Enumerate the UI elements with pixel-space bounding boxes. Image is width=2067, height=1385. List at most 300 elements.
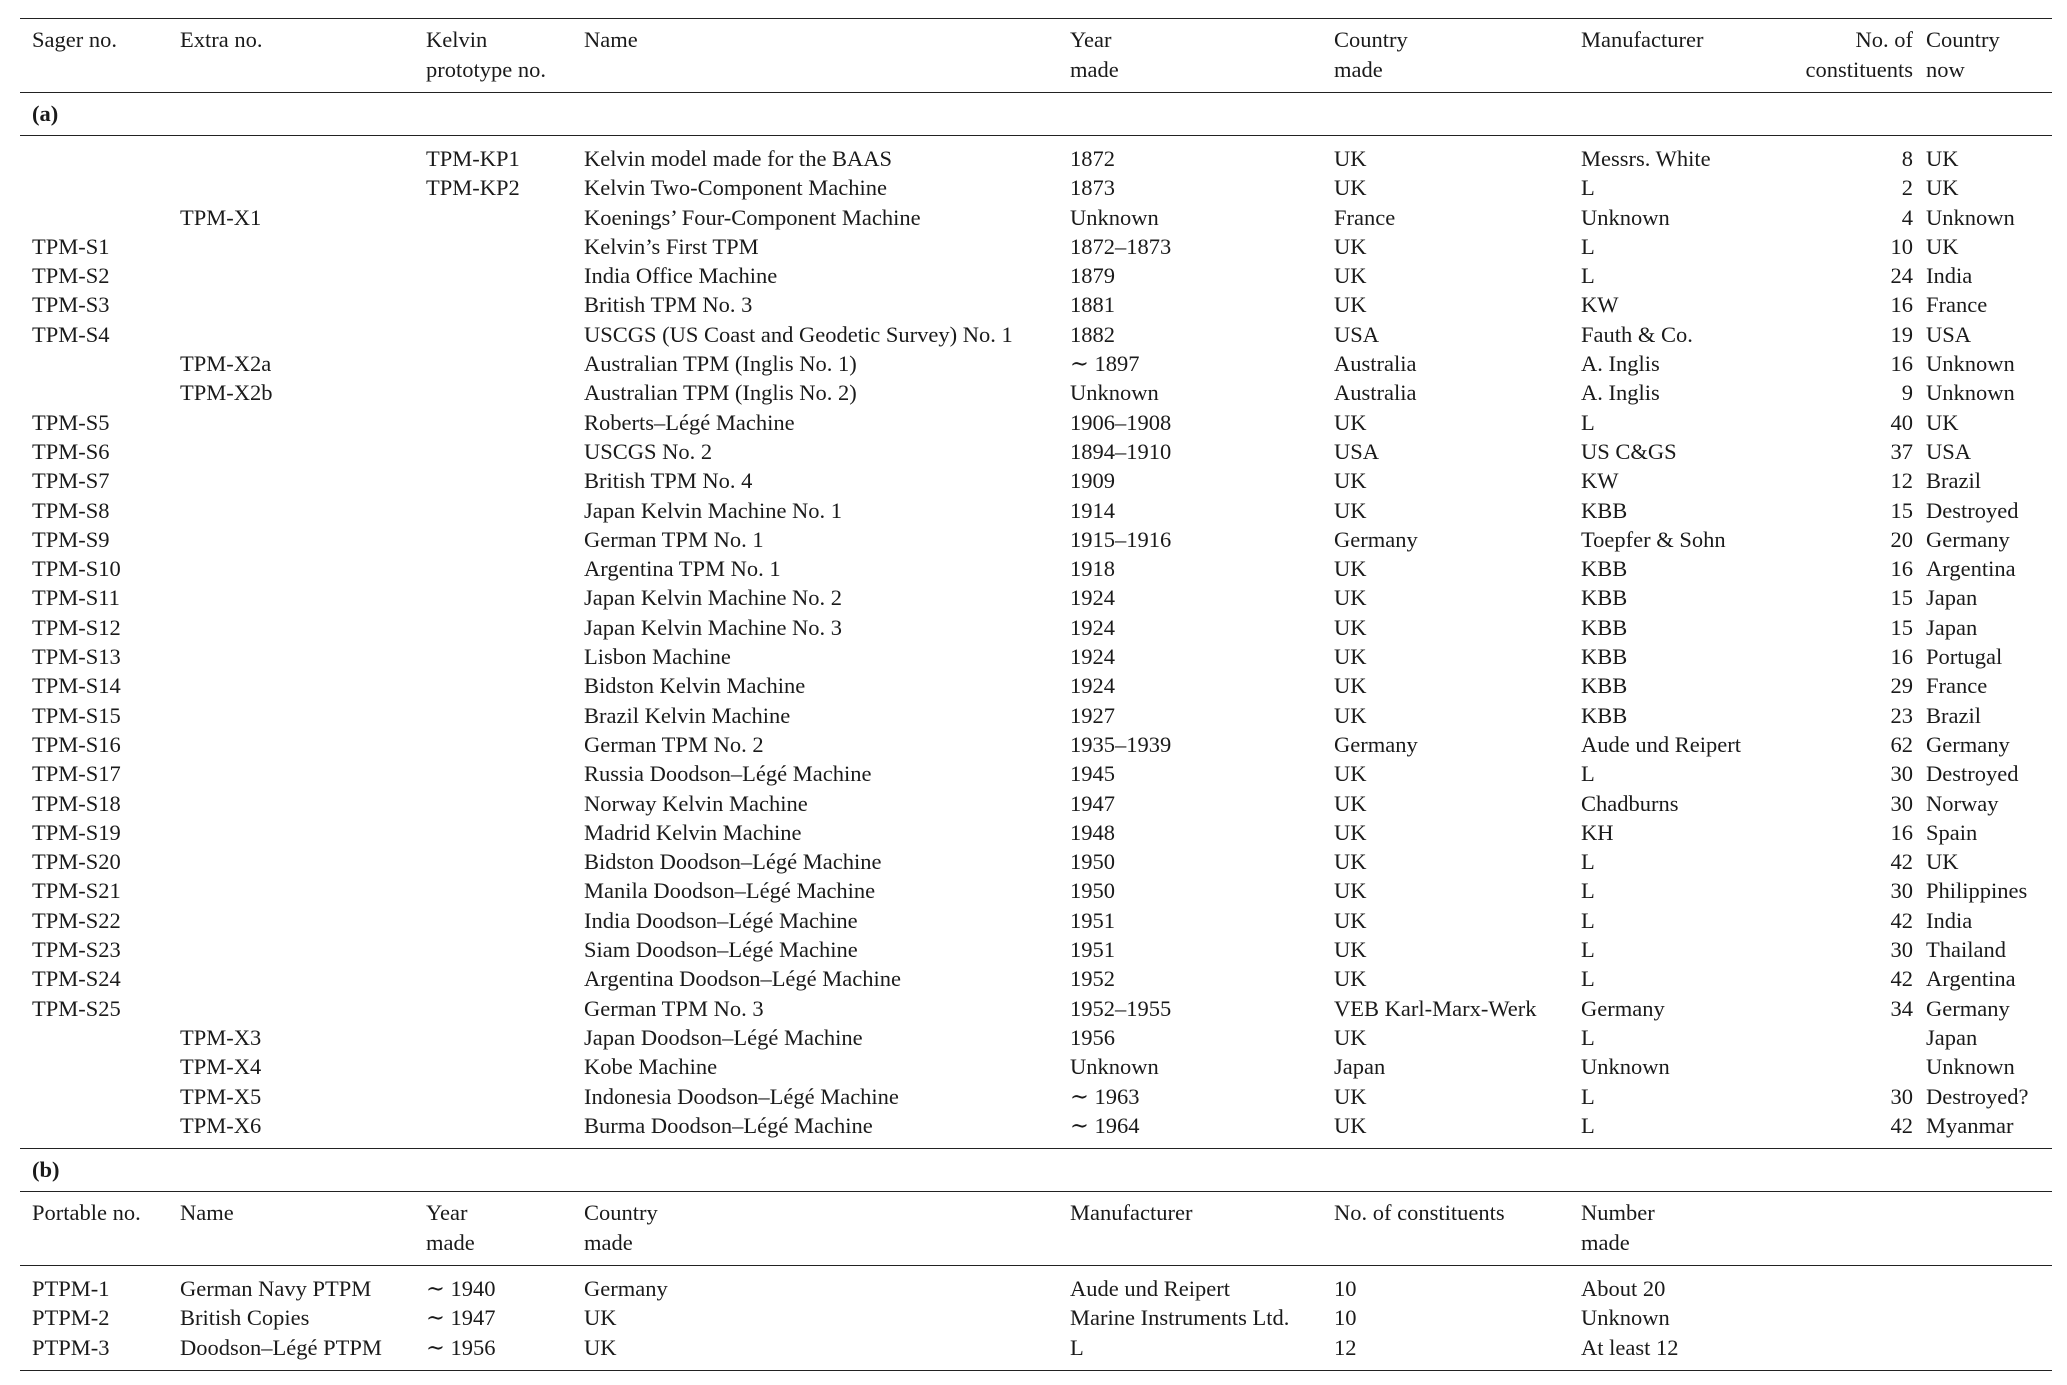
table-a-cell-country-now: Portugal xyxy=(1926,644,2003,670)
table-a-cell-country-now: Japan xyxy=(1926,1024,1978,1050)
table-a-header-no-of-constituents xyxy=(1806,25,1914,84)
table-b-cell-number-made: At least 12 xyxy=(1581,1334,1679,1360)
table-a-table-row xyxy=(20,818,2052,847)
table-a-cell-country-now: Destroyed xyxy=(1926,761,2019,787)
table-a-cell-sager-no: TPM-S25 xyxy=(32,995,121,1021)
table-a-cell-manufacturer: A. Inglis xyxy=(1581,380,1660,406)
table-a-cell-name: Kobe Machine xyxy=(584,1054,718,1080)
table-b-header-line: No. of constituents xyxy=(1334,1200,1505,1226)
table-a-cell-country-now: USA xyxy=(1926,321,1972,347)
table-a-cell-kelvin-prototype-no: TPM-KP2 xyxy=(426,175,520,201)
table-a-table-row xyxy=(20,671,2052,700)
table-a-cell-year-made: 1945 xyxy=(1070,761,1115,787)
table-a-cell-sager-no: TPM-S7 xyxy=(32,468,110,494)
table-a-cell-country-made: USA xyxy=(1334,438,1380,464)
table-a-cell-country-made: USA xyxy=(1334,321,1380,347)
table-a-cell-country-made: UK xyxy=(1334,263,1367,289)
table-b-cell-name: British Copies xyxy=(180,1305,310,1331)
table-a-cell-sager-no: TPM-S4 xyxy=(32,321,110,347)
table-a-cell-country-now: UK xyxy=(1926,409,1959,435)
table-a-cell-no-of-constituents: 19 xyxy=(1890,321,1913,347)
table-b-header-country-made xyxy=(584,1198,658,1257)
table-a-cell-no-of-constituents: 30 xyxy=(1890,937,1913,963)
table-a-cell-no-of-constituents: 42 xyxy=(1890,966,1913,992)
table-a-cell-sager-no: TPM-S19 xyxy=(32,819,121,845)
table-a-cell-manufacturer: A. Inglis xyxy=(1581,351,1660,377)
table-a-cell-year-made: ∼ 1963 xyxy=(1070,1083,1140,1109)
table-a-cell-name: India Doodson–Légé Machine xyxy=(584,907,858,933)
table-b-header-no-of-constituents xyxy=(1334,1198,1505,1228)
table-a-table-row xyxy=(20,1023,2052,1052)
table-a-header-line: Extra no. xyxy=(180,27,263,52)
table-a-cell-manufacturer: Chadburns xyxy=(1581,790,1679,816)
table-a-cell-manufacturer: L xyxy=(1581,761,1595,787)
table-a-cell-name: Argentina Doodson–Légé Machine xyxy=(584,966,901,992)
table-b-header-line: Country xyxy=(584,1200,658,1226)
table-a-cell-name: Australian TPM (Inglis No. 2) xyxy=(584,380,857,406)
table-a-header-line: No. of xyxy=(1855,27,1913,52)
table-b-header-line: Name xyxy=(180,1200,234,1226)
table-a-cell-country-made: UK xyxy=(1334,790,1367,816)
table-a-table-row xyxy=(20,964,2052,993)
table-a-table-row xyxy=(20,349,2052,378)
table-a-cell-name: Norway Kelvin Machine xyxy=(584,790,808,816)
table-a-cell-manufacturer: Unknown xyxy=(1581,1054,1670,1080)
table-b-body xyxy=(20,1274,2052,1362)
table-a-cell-sager-no: TPM-S3 xyxy=(32,292,110,318)
table-a-cell-country-made: UK xyxy=(1334,761,1367,787)
table-b-cell-portable-no: PTPM-2 xyxy=(32,1305,110,1331)
table-a-table-row xyxy=(20,232,2052,261)
table-a-cell-manufacturer: US C&GS xyxy=(1581,438,1677,464)
table-a-cell-no-of-constituents: 2 xyxy=(1901,175,1913,201)
table-a-cell-manufacturer: L xyxy=(1581,1112,1595,1138)
table-a-header-line: Name xyxy=(584,27,638,52)
table-a-cell-manufacturer: KBB xyxy=(1581,497,1628,523)
table-a-cell-country-now: Norway xyxy=(1926,790,1999,816)
table-a-cell-country-made: Japan xyxy=(1334,1054,1386,1080)
table-a-cell-year-made: 1952–1955 xyxy=(1070,995,1172,1021)
table-a-cell-country-made: France xyxy=(1334,204,1396,230)
table-b-header-number-made xyxy=(1581,1198,1655,1257)
table-a-table-row xyxy=(20,320,2052,349)
table-a-cell-extra-no: TPM-X5 xyxy=(180,1083,262,1109)
table-a-cell-manufacturer: Aude und Reipert xyxy=(1581,731,1741,757)
table-a-cell-name: Japan Kelvin Machine No. 1 xyxy=(584,497,843,523)
table-a-cell-no-of-constituents: 37 xyxy=(1890,438,1913,464)
table-a-table-row xyxy=(20,290,2052,319)
table-a-cell-year-made: 1924 xyxy=(1070,673,1115,699)
table-a-cell-country-now: Unknown xyxy=(1926,380,2015,406)
table-a-cell-country-made: UK xyxy=(1334,673,1367,699)
table-a-cell-manufacturer: Unknown xyxy=(1581,204,1670,230)
table-b-header-line: Manufacturer xyxy=(1070,1200,1193,1226)
table-a-cell-country-made: UK xyxy=(1334,556,1367,582)
table-a-cell-year-made: 1872 xyxy=(1070,146,1115,171)
table-b-cell-portable-no: PTPM-1 xyxy=(32,1276,110,1302)
table-a-header-country-now xyxy=(1926,25,2000,84)
table-a-cell-sager-no: TPM-S23 xyxy=(32,937,121,963)
bottom-rule xyxy=(20,1370,2052,1371)
table-a-header-line: made xyxy=(1070,56,1119,82)
table-a-cell-year-made: 1947 xyxy=(1070,790,1115,816)
table-a-cell-country-now: Unknown xyxy=(1926,351,2015,377)
table-a-cell-no-of-constituents: 20 xyxy=(1890,526,1913,552)
table-a-cell-name: Australian TPM (Inglis No. 1) xyxy=(584,351,857,377)
table-a-table-row xyxy=(20,730,2052,759)
table-a-table-row xyxy=(20,642,2052,671)
table-a-cell-manufacturer: L xyxy=(1581,937,1595,963)
table-a-cell-no-of-constituents: 16 xyxy=(1890,292,1913,318)
table-b-cell-year-made: ∼ 1947 xyxy=(426,1305,496,1331)
table-a-cell-name: Burma Doodson–Légé Machine xyxy=(584,1112,873,1138)
table-a-cell-name: India Office Machine xyxy=(584,263,778,289)
table-a-cell-manufacturer: L xyxy=(1581,1083,1595,1109)
table-b-table-row xyxy=(20,1274,2052,1303)
table-a-cell-country-now: Brazil xyxy=(1926,468,1981,494)
table-a-cell-name: Lisbon Machine xyxy=(584,644,731,670)
table-a-cell-kelvin-prototype-no: TPM-KP1 xyxy=(426,146,520,171)
table-a-cell-name: Bidston Kelvin Machine xyxy=(584,673,806,699)
table-a-cell-sager-no: TPM-S8 xyxy=(32,497,110,523)
table-a-cell-extra-no: TPM-X4 xyxy=(180,1054,262,1080)
table-b-cell-manufacturer: Marine Instruments Ltd. xyxy=(1070,1305,1290,1331)
table-a-cell-no-of-constituents: 30 xyxy=(1890,1083,1913,1109)
table-a-cell-country-now: Brazil xyxy=(1926,702,1981,728)
table-a-cell-extra-no: TPM-X2a xyxy=(180,351,272,377)
table-b-cell-country-made: UK xyxy=(584,1334,617,1360)
table-b-table-row xyxy=(20,1333,2052,1362)
table-b-cell-number-made: Unknown xyxy=(1581,1305,1670,1331)
table-a-cell-country-made: UK xyxy=(1334,644,1367,670)
table-a-cell-year-made: 1881 xyxy=(1070,292,1115,318)
table-b-header-portable-no xyxy=(32,1198,141,1228)
table-a-cell-name: Japan Kelvin Machine No. 3 xyxy=(584,614,843,640)
table-a-cell-no-of-constituents: 62 xyxy=(1890,731,1913,757)
table-a-cell-extra-no: TPM-X3 xyxy=(180,1024,262,1050)
table-a-table-row xyxy=(20,1111,2052,1140)
table-a-cell-manufacturer: L xyxy=(1581,849,1595,875)
table-a-cell-country-made: Germany xyxy=(1334,526,1418,552)
table-b-header-line: made xyxy=(584,1229,633,1255)
table-a-cell-year-made: 1879 xyxy=(1070,263,1115,289)
table-a-cell-no-of-constituents: 10 xyxy=(1890,233,1913,259)
table-a-cell-country-now: Unknown xyxy=(1926,1054,2015,1080)
table-a-cell-name: Japan Doodson–Légé Machine xyxy=(584,1024,863,1050)
table-a-table-row xyxy=(20,437,2052,466)
table-a-cell-no-of-constituents: 15 xyxy=(1890,497,1913,523)
table-a-cell-no-of-constituents: 9 xyxy=(1901,380,1913,406)
table-a-table-row xyxy=(20,1052,2052,1081)
table-b-cell-manufacturer: Aude und Reipert xyxy=(1070,1276,1230,1302)
table-a-cell-name: Madrid Kelvin Machine xyxy=(584,819,802,845)
table-a-header xyxy=(20,19,2052,92)
table-a-header-line: prototype no. xyxy=(426,56,546,82)
table-a-cell-no-of-constituents: 42 xyxy=(1890,1112,1913,1138)
table-a-cell-sager-no: TPM-S10 xyxy=(32,556,121,582)
table-a-cell-manufacturer: Fauth & Co. xyxy=(1581,321,1693,347)
table-a-cell-country-now: Germany xyxy=(1926,731,2010,757)
table-a-cell-country-made: UK xyxy=(1334,819,1367,845)
table-a-cell-no-of-constituents: 30 xyxy=(1890,761,1913,787)
table-a-cell-manufacturer: L xyxy=(1581,409,1595,435)
table-a-cell-no-of-constituents: 40 xyxy=(1890,409,1913,435)
table-a-cell-country-made: UK xyxy=(1334,233,1367,259)
table-a-cell-no-of-constituents: 30 xyxy=(1890,790,1913,816)
table-a-cell-name: Kelvin Two-Component Machine xyxy=(584,175,887,201)
table-a-cell-no-of-constituents: 42 xyxy=(1890,849,1913,875)
table-b-cell-number-made: About 20 xyxy=(1581,1276,1666,1302)
table-a-table-row xyxy=(20,847,2052,876)
table-a-cell-country-now: France xyxy=(1926,673,1988,699)
table-a-cell-name: Roberts–Légé Machine xyxy=(584,409,795,435)
table-b-cell-name: Doodson–Légé PTPM xyxy=(180,1334,382,1360)
table-a-cell-country-made: VEB Karl-Marx-Werk xyxy=(1334,995,1537,1021)
table-a-cell-manufacturer: KBB xyxy=(1581,556,1628,582)
table-a-cell-sager-no: TPM-S12 xyxy=(32,614,121,640)
table-a-cell-no-of-constituents: 16 xyxy=(1890,644,1913,670)
table-a-cell-year-made: 1924 xyxy=(1070,644,1115,670)
table-a-cell-manufacturer: KW xyxy=(1581,468,1619,494)
table-a-table-row xyxy=(20,701,2052,730)
table-a-cell-no-of-constituents: 30 xyxy=(1890,878,1913,904)
table-a-cell-country-made: UK xyxy=(1334,468,1367,494)
table-a-cell-manufacturer: KW xyxy=(1581,292,1619,318)
table-a-cell-name: Siam Doodson–Légé Machine xyxy=(584,937,858,963)
table-a-table-row xyxy=(20,378,2052,407)
table-a-cell-country-made: UK xyxy=(1334,878,1367,904)
table-a-cell-name: USCGS (US Coast and Geodetic Survey) No. 1 xyxy=(584,321,1013,347)
table-b-cell-no-of-constituents: 10 xyxy=(1334,1276,1357,1302)
table-a-cell-country-made: UK xyxy=(1334,146,1367,171)
table-a-cell-year-made: 1872–1873 xyxy=(1070,233,1172,259)
table-a-cell-year-made: 1956 xyxy=(1070,1024,1115,1050)
table-a-table-row xyxy=(20,203,2052,232)
table-a-table-row xyxy=(20,496,2052,525)
table-a-header-year-made xyxy=(1070,25,1119,84)
table-a-cell-country-now: Thailand xyxy=(1926,937,2006,963)
table-a-header-line: Country xyxy=(1334,27,1408,52)
table-a-cell-country-made: UK xyxy=(1334,1112,1367,1138)
table-a-cell-name: Indonesia Doodson–Légé Machine xyxy=(584,1083,899,1109)
table-a-cell-country-made: Australia xyxy=(1334,351,1417,377)
table-a-cell-manufacturer: L xyxy=(1581,907,1595,933)
table-a-cell-country-made: UK xyxy=(1334,497,1367,523)
table-a-cell-sager-no: TPM-S21 xyxy=(32,878,121,904)
table-a-cell-name: Bidston Doodson–Légé Machine xyxy=(584,849,882,875)
table-a-header-sager-no xyxy=(32,25,117,55)
table-a-cell-year-made: 1951 xyxy=(1070,937,1115,963)
table-page xyxy=(20,18,2052,1371)
table-a-cell-country-now: Germany xyxy=(1926,526,2010,552)
table-a-cell-year-made: 1951 xyxy=(1070,907,1115,933)
table-a-table-row xyxy=(20,583,2052,612)
table-a-cell-manufacturer: L xyxy=(1581,878,1595,904)
table-a-cell-country-now: UK xyxy=(1926,146,1959,171)
table-b-cell-no-of-constituents: 10 xyxy=(1334,1305,1357,1331)
table-a-cell-year-made: 1924 xyxy=(1070,585,1115,611)
table-a-cell-country-now: Argentina xyxy=(1926,556,2016,582)
table-a-cell-name: British TPM No. 3 xyxy=(584,292,753,318)
table-a-cell-country-now: Philippines xyxy=(1926,878,2028,904)
table-a-cell-no-of-constituents: 15 xyxy=(1890,614,1913,640)
table-a-cell-year-made: 1918 xyxy=(1070,556,1115,582)
table-a-cell-no-of-constituents: 15 xyxy=(1890,585,1913,611)
table-b-table-row xyxy=(20,1303,2052,1332)
table-a-table-row xyxy=(20,173,2052,202)
table-b-cell-manufacturer: L xyxy=(1070,1334,1084,1360)
table-a-cell-sager-no: TPM-S5 xyxy=(32,409,110,435)
table-a-cell-name: German TPM No. 3 xyxy=(584,995,764,1021)
table-a-cell-extra-no: TPM-X1 xyxy=(180,204,262,230)
table-a-cell-no-of-constituents: 42 xyxy=(1890,907,1913,933)
table-a-cell-country-made: UK xyxy=(1334,966,1367,992)
table-b-cell-country-made: UK xyxy=(584,1305,617,1331)
table-a-cell-country-now: Destroyed xyxy=(1926,497,2019,523)
table-a-cell-manufacturer: Toepfer & Sohn xyxy=(1581,526,1726,552)
table-a-table-row xyxy=(20,466,2052,495)
table-b-header-line: made xyxy=(1581,1229,1630,1255)
table-a-cell-sager-no: TPM-S16 xyxy=(32,731,121,757)
table-a-header-line: Year xyxy=(1070,27,1112,52)
table-a-cell-country-made: UK xyxy=(1334,937,1367,963)
table-a-table-row xyxy=(20,554,2052,583)
table-a-cell-name: Kelvin model made for the BAAS xyxy=(584,146,893,171)
table-a-cell-year-made: 1894–1910 xyxy=(1070,438,1172,464)
table-a-cell-name: British TPM No. 4 xyxy=(584,468,753,494)
table-a-cell-sager-no: TPM-S11 xyxy=(32,585,120,611)
table-a-cell-year-made: 1927 xyxy=(1070,702,1115,728)
table-a-cell-manufacturer: KBB xyxy=(1581,644,1628,670)
table-b-header-name xyxy=(180,1198,234,1228)
table-a-cell-country-now: UK xyxy=(1926,233,1959,259)
table-a-cell-sager-no: TPM-S2 xyxy=(32,263,110,289)
table-a-table-row xyxy=(20,906,2052,935)
table-a-cell-country-now: Spain xyxy=(1926,819,1978,845)
table-a-header-line: Manufacturer xyxy=(1581,27,1704,52)
table-a-cell-country-made: UK xyxy=(1334,1024,1367,1050)
table-a-header-line: Kelvin xyxy=(426,27,488,52)
table-b-cell-name: German Navy PTPM xyxy=(180,1276,372,1302)
table-a-cell-sager-no: TPM-S1 xyxy=(32,233,110,259)
table-a-cell-country-now: USA xyxy=(1926,438,1972,464)
table-a-cell-no-of-constituents: 23 xyxy=(1890,702,1913,728)
table-a-cell-year-made: ∼ 1964 xyxy=(1070,1112,1140,1138)
table-a-cell-no-of-constituents: 16 xyxy=(1890,819,1913,845)
table-a-cell-year-made: 1882 xyxy=(1070,321,1115,347)
table-a-cell-year-made: 1909 xyxy=(1070,468,1115,494)
table-a-cell-name: Brazil Kelvin Machine xyxy=(584,702,791,728)
table-a-body xyxy=(20,144,2052,1140)
table-a-cell-extra-no: TPM-X2b xyxy=(180,380,273,406)
table-a-cell-country-now: UK xyxy=(1926,175,1959,201)
table-a-cell-name: German TPM No. 1 xyxy=(584,526,764,552)
table-a-cell-manufacturer: Germany xyxy=(1581,995,1665,1021)
table-a-cell-country-made: UK xyxy=(1334,175,1367,201)
table-a-cell-country-now: Japan xyxy=(1926,614,1978,640)
table-a-cell-year-made: Unknown xyxy=(1070,380,1159,406)
table-a-header-extra-no xyxy=(180,25,262,55)
table-a-cell-year-made: Unknown xyxy=(1070,1054,1159,1080)
table-a-table-row xyxy=(20,789,2052,818)
table-a-cell-year-made: Unknown xyxy=(1070,204,1159,230)
table-a-header-line: constituents xyxy=(1805,56,1913,82)
table-a-cell-year-made: 1914 xyxy=(1070,497,1115,523)
table-a-table-row xyxy=(20,1082,2052,1111)
table-a-table-row xyxy=(20,408,2052,437)
table-a-cell-country-made: UK xyxy=(1334,907,1367,933)
table-a-cell-country-made: UK xyxy=(1334,614,1367,640)
table-a-cell-name: Argentina TPM No. 1 xyxy=(584,556,781,582)
table-b-header-manufacturer xyxy=(1070,1198,1192,1228)
table-a-cell-sager-no: TPM-S24 xyxy=(32,966,121,992)
section-b-label: (b) xyxy=(32,1157,60,1183)
table-b-header-line: Year xyxy=(426,1200,468,1226)
table-a-header-name xyxy=(584,25,638,55)
table-a-cell-country-now: Germany xyxy=(1926,995,2010,1021)
table-a-cell-no-of-constituents: 4 xyxy=(1901,204,1913,230)
section-b-label-row xyxy=(20,1149,2052,1191)
table-a-cell-country-made: Germany xyxy=(1334,731,1418,757)
table-b-header-line: made xyxy=(426,1229,475,1255)
table-a-table-row xyxy=(20,525,2052,554)
table-a-cell-no-of-constituents: 24 xyxy=(1890,263,1913,289)
table-a-cell-manufacturer: KH xyxy=(1581,819,1614,845)
table-a-cell-sager-no: TPM-S15 xyxy=(32,702,121,728)
table-a-cell-manufacturer: L xyxy=(1581,263,1595,289)
table-b-cell-country-made: Germany xyxy=(584,1276,668,1302)
table-b-header-line: Portable no. xyxy=(32,1200,141,1226)
table-a-cell-sager-no: TPM-S20 xyxy=(32,849,121,875)
table-a-cell-year-made: 1915–1916 xyxy=(1070,526,1172,552)
table-a-cell-country-made: UK xyxy=(1334,292,1367,318)
table-a-cell-no-of-constituents: 34 xyxy=(1890,995,1913,1021)
table-a-cell-manufacturer: KBB xyxy=(1581,614,1628,640)
table-a-cell-country-made: UK xyxy=(1334,702,1367,728)
table-a-cell-country-now: India xyxy=(1926,907,1973,933)
table-a-cell-country-now: Unknown xyxy=(1926,204,2015,230)
table-a-cell-sager-no: TPM-S14 xyxy=(32,673,121,699)
table-b-cell-portable-no: PTPM-3 xyxy=(32,1334,110,1360)
table-a-cell-name: German TPM No. 2 xyxy=(584,731,764,757)
table-a-cell-country-now: France xyxy=(1926,292,1988,318)
table-a-header-manufacturer xyxy=(1581,25,1703,55)
table-a-cell-country-made: UK xyxy=(1334,585,1367,611)
table-a-cell-sager-no: TPM-S6 xyxy=(32,438,110,464)
table-a-header-line: now xyxy=(1926,56,1965,82)
table-a-header-country-made xyxy=(1334,25,1408,84)
section-a-label-row xyxy=(20,93,2052,135)
table-a-cell-manufacturer: Messrs. White xyxy=(1581,146,1711,171)
table-a-cell-country-now: India xyxy=(1926,263,1973,289)
table-a-cell-year-made: 1924 xyxy=(1070,614,1115,640)
table-a-cell-no-of-constituents: 12 xyxy=(1890,468,1913,494)
table-a-cell-year-made: 1950 xyxy=(1070,878,1115,904)
table-a-cell-year-made: 1948 xyxy=(1070,819,1115,845)
table-a-cell-manufacturer: KBB xyxy=(1581,673,1628,699)
table-a-table-row xyxy=(20,876,2052,905)
table-a-table-row xyxy=(20,261,2052,290)
table-a-cell-no-of-constituents: 29 xyxy=(1890,673,1913,699)
table-b-header-year-made xyxy=(426,1198,475,1257)
table-a-cell-manufacturer: KBB xyxy=(1581,585,1628,611)
table-a-cell-country-now: Argentina xyxy=(1926,966,2016,992)
table-a-cell-sager-no: TPM-S18 xyxy=(32,790,121,816)
table-a-cell-manufacturer: L xyxy=(1581,966,1595,992)
table-a-cell-sager-no: TPM-S22 xyxy=(32,907,121,933)
table-a-cell-country-made: Australia xyxy=(1334,380,1417,406)
table-b-cell-no-of-constituents: 12 xyxy=(1334,1334,1357,1360)
